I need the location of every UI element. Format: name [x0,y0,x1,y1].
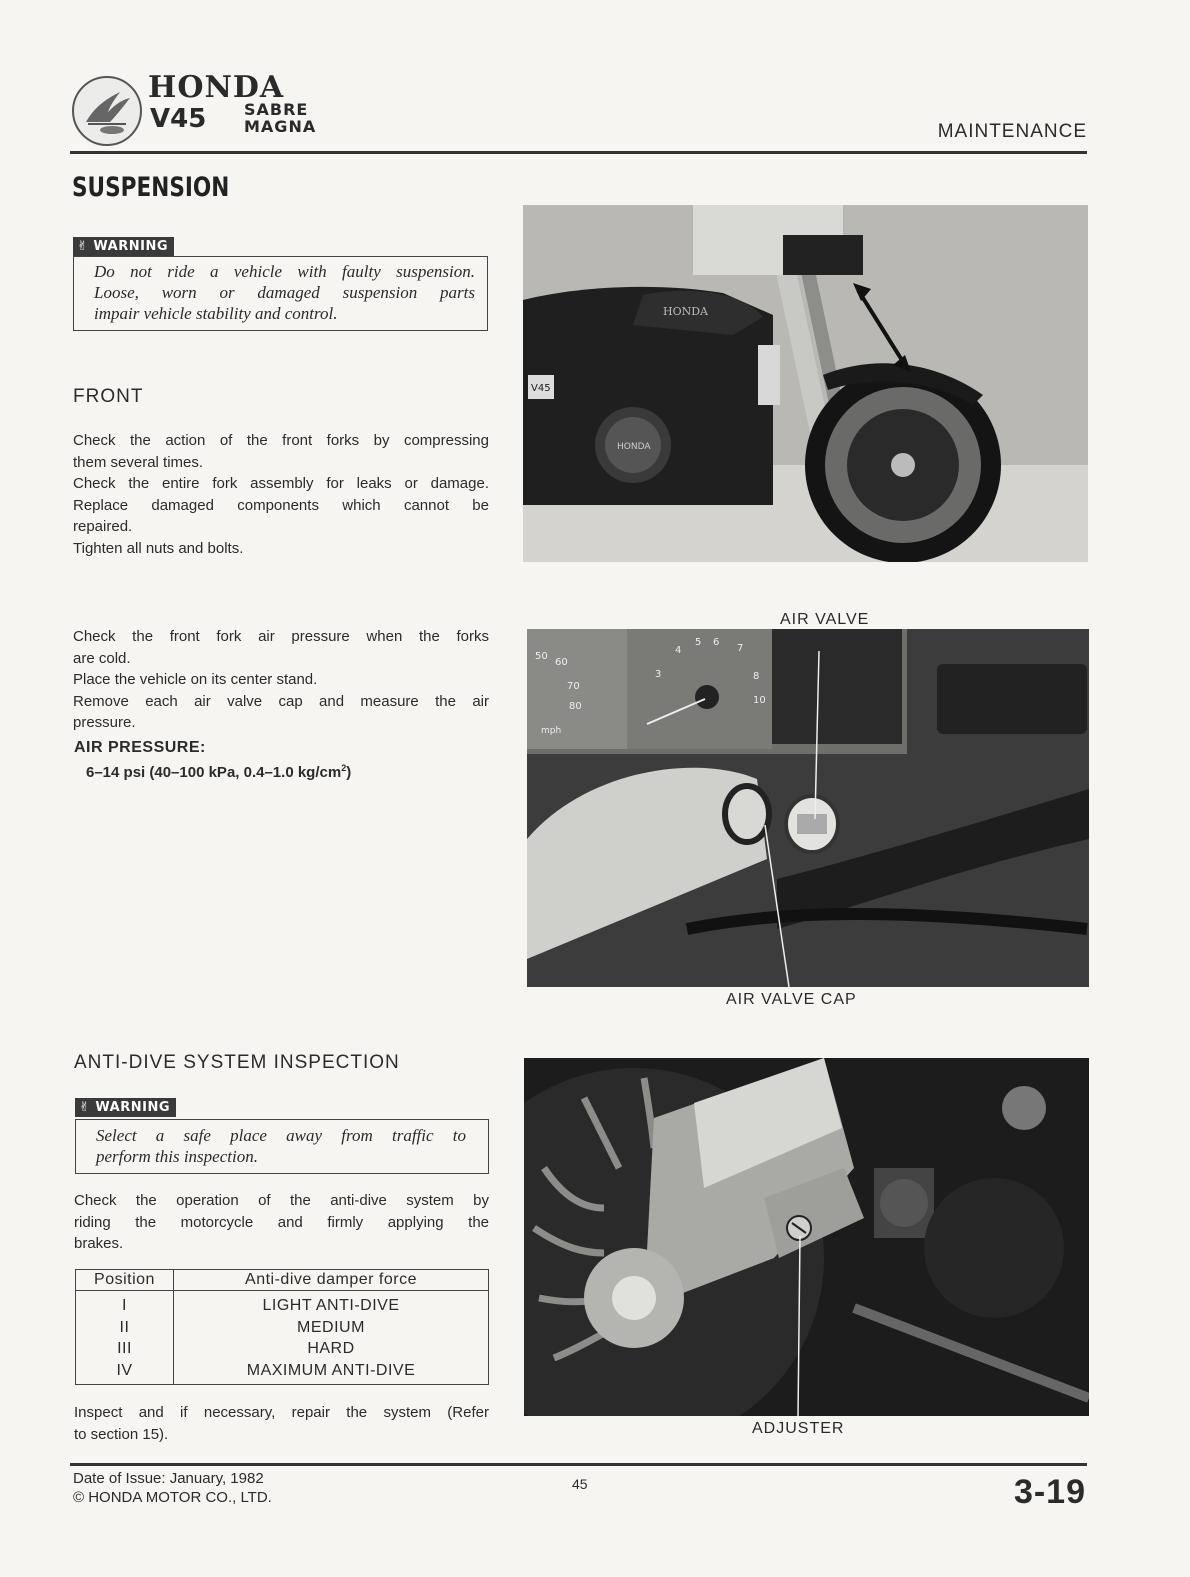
brand-name: HONDA [148,70,285,105]
tach-tick: 10 [753,695,766,706]
text-line: pressure. [73,714,136,731]
gauge-units: mph [541,726,562,736]
photo-adjuster [524,1058,1089,1416]
warning-line: perform this inspection. [96,1147,258,1166]
position-cell: I [76,1291,174,1317]
anti-dive-instructions [74,1190,489,1255]
header-divider [70,151,1087,154]
table-row [76,1360,489,1385]
spec-value: 6–14 psi (40–100 kPa, 0.4–1.0 $kg/cm^2$) [86,763,352,781]
air-valve-illustration [527,629,1089,987]
table-header-row [76,1270,489,1291]
warning-tag: ✌ WARNING [73,237,174,256]
tach-tick: 8 [753,671,760,682]
text-line: Check the action of the front forks by compressing [73,432,489,449]
variant-magna: MAGNA [244,117,317,136]
tach-tick: 5 [695,637,702,648]
text-line: them several times. [73,453,204,471]
adjuster-callout: ADJUSTER [752,1420,845,1437]
tach-tick: 4 [675,645,682,656]
page-title: SUSPENSION [72,172,230,203]
model-name: V45 [150,104,207,134]
anti-dive-table [75,1269,489,1385]
tach-tick: 7 [737,643,744,654]
warning-line: Select a safe place away from traffic to [96,1126,466,1145]
text-line: Remove each air valve cap and measure the air [73,692,489,710]
force-cell: HARD [174,1338,489,1360]
engine-cover-label: HONDA [617,442,651,452]
table-row [76,1338,489,1360]
warning-line: Do not ride a vehicle with faulty suspension. [94,262,475,281]
text-line: brakes. [74,1235,124,1252]
warning-tag: ✌ WARNING [75,1098,176,1117]
photo-air-valve [527,629,1089,987]
speed-tick: 70 [567,681,580,692]
force-cell: MAXIMUM ANTI-DIVE [174,1360,489,1385]
tach-tick: 6 [713,637,720,648]
tach-tick: 3 [655,669,662,680]
text-line: Check the operation of the anti-dive system by [74,1192,489,1209]
air-valve-callout: AIR VALVE [780,611,870,628]
text-line: repaired. [73,518,133,535]
variant-sabre: SABRE [244,100,309,119]
column-header: Anti-dive damper force [174,1270,489,1291]
column-header: Position [76,1270,174,1291]
anti-dive-heading: ANTI-DIVE SYSTEM INSPECTION [74,1052,400,1073]
front-instructions [73,430,489,559]
issue-date: Date of Issue: January, 1982 [73,1470,264,1487]
text-line: Inspect and if necessary, repair the system (Refer [74,1404,489,1421]
front-heading: FRONT [73,386,144,407]
sheet-number: 45 [572,1476,588,1492]
position-cell: II [76,1317,174,1339]
force-cell: MEDIUM [174,1317,489,1339]
hand-warning-icon: ✌ [77,239,94,254]
warning-line: impair vehicle stability and control. [94,304,338,323]
warning-box [73,256,488,331]
text-line: to section 15). [74,1425,169,1443]
tank-label: HONDA [663,305,708,318]
air-valve-cap-callout: AIR VALVE CAP [726,991,857,1008]
motorcycle-illustration [523,205,1088,562]
text-line: riding the motorcycle and firmly applying the [74,1213,489,1231]
text-line: Tighten all nuts and bolts. [73,539,244,557]
text-line: Place the vehicle on its center stand. [73,671,318,688]
side-badge: V45 [531,383,551,394]
position-cell: IV [76,1360,174,1385]
text-line: are cold. [73,649,131,667]
text-line: Replace damaged components which cannot be [73,496,489,514]
spec-label: AIR PRESSURE: [74,739,206,756]
position-cell: III [76,1338,174,1360]
text-line: Check the front fork air pressure when the forks [73,628,489,645]
wing-icon [74,78,140,144]
section-label: MAINTENANCE [937,121,1087,142]
honda-wing-logo [72,76,142,146]
warning-box [75,1119,489,1174]
hand-warning-icon: ✌ [79,1100,96,1115]
table-row [76,1317,489,1339]
speed-tick: 60 [555,657,568,668]
speed-tick: 80 [569,701,582,712]
warning-line: Loose, worn or damaged suspension parts [94,283,475,302]
adjuster-illustration [524,1058,1089,1416]
air-instructions [73,626,489,734]
page-number: 3-19 [1013,1473,1086,1511]
photo-front-fork [523,205,1088,562]
text-line: Check the entire fork assembly for leaks or damage. [73,475,489,492]
speed-tick: 50 [535,651,548,662]
footer-divider [70,1463,1087,1466]
force-cell: LIGHT ANTI-DIVE [174,1291,489,1317]
anti-dive-note [74,1402,489,1445]
copyright: © HONDA MOTOR CO., LTD. [73,1489,272,1506]
table-row [76,1291,489,1317]
